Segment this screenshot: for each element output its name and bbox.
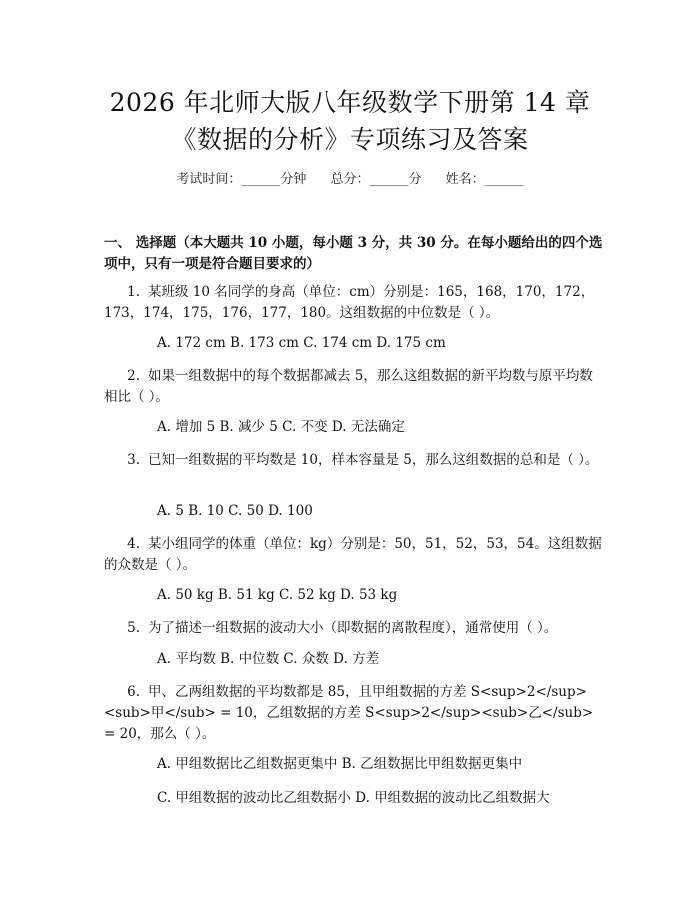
- question-2-options: A. 增加 5 B. 减少 5 C. 不变 D. 无法确定: [157, 419, 405, 435]
- question-number: 2.: [127, 368, 140, 384]
- question-3: [104, 450, 602, 471]
- question-text: 某班级 10 名同学的身高（单位：cm）分别是：165，168，170，172，173，174，175，176，177，180。这组数据的中位数是（ ）。: [104, 284, 595, 321]
- question-text: 为了描述一组数据的波动大小（即数据的离散程度），通常使用（ ）。: [148, 620, 558, 636]
- question-number: 3.: [127, 452, 140, 468]
- question-number: 5.: [127, 620, 140, 636]
- question-3-options: A. 5 B. 10 C. 50 D. 100: [157, 503, 313, 519]
- question-number: 6.: [127, 684, 140, 700]
- document-title: [0, 84, 700, 158]
- question-5: [104, 618, 602, 639]
- question-1: [104, 282, 602, 324]
- question-text: 某小组同学的体重（单位：kg）分别是：50，51，52，53，54。这组数据的众数是（ ）。: [104, 536, 602, 573]
- question-6-options-ab: A. 甲组数据比乙组数据更集中 B. 乙组数据比甲组数据更集中: [157, 756, 523, 772]
- total-score: 总分：______分: [330, 172, 422, 187]
- question-4: [104, 534, 602, 576]
- section-heading: 一、 选择题（本大题共 10 小题，每小题 3 分，共 30 分。在每小题给出的四个选项中，只有一项是符合题目要求的）: [104, 235, 603, 272]
- question-4-options: A. 50 kg B. 51 kg C. 52 kg D. 53 kg: [157, 587, 398, 603]
- question-6: [104, 682, 602, 745]
- question-text: 如果一组数据中的每个数据都减去 5，那么这组数据的新平均数与原平均数相比（ ）。: [104, 368, 593, 405]
- question-text: 甲、乙两组数据的平均数都是 85，且甲组数据的方差 S<sup>2</sup><sub>甲</sub> = 10，乙组数据的方差 S<sup>2</sup><sub>乙</sub> = 20，那么（ ）。: [104, 684, 594, 742]
- student-name: 姓名：______: [445, 172, 524, 187]
- exam-meta: [0, 168, 700, 187]
- title-line-1: 2026 年北师大版八年级数学下册第 14 章: [109, 88, 591, 117]
- question-5-options: A. 平均数 B. 中位数 C. 众数 D. 方差: [157, 651, 380, 667]
- exam-time: 考试时间：______分钟: [176, 172, 307, 187]
- question-text: 已知一组数据的平均数是 10，样本容量是 5，那么这组数据的总和是（ ）。: [148, 452, 599, 468]
- question-1-options: A. 172 cm B. 173 cm C. 174 cm D. 175 cm: [157, 335, 446, 351]
- question-2: [104, 366, 602, 408]
- question-number: 1.: [127, 284, 140, 300]
- question-6-options-cd: C. 甲组数据的波动比乙组数据小 D. 甲组数据的波动比乙组数据大: [157, 790, 550, 806]
- title-line-2: 《数据的分析》专项练习及答案: [171, 125, 529, 154]
- question-number: 4.: [127, 536, 140, 552]
